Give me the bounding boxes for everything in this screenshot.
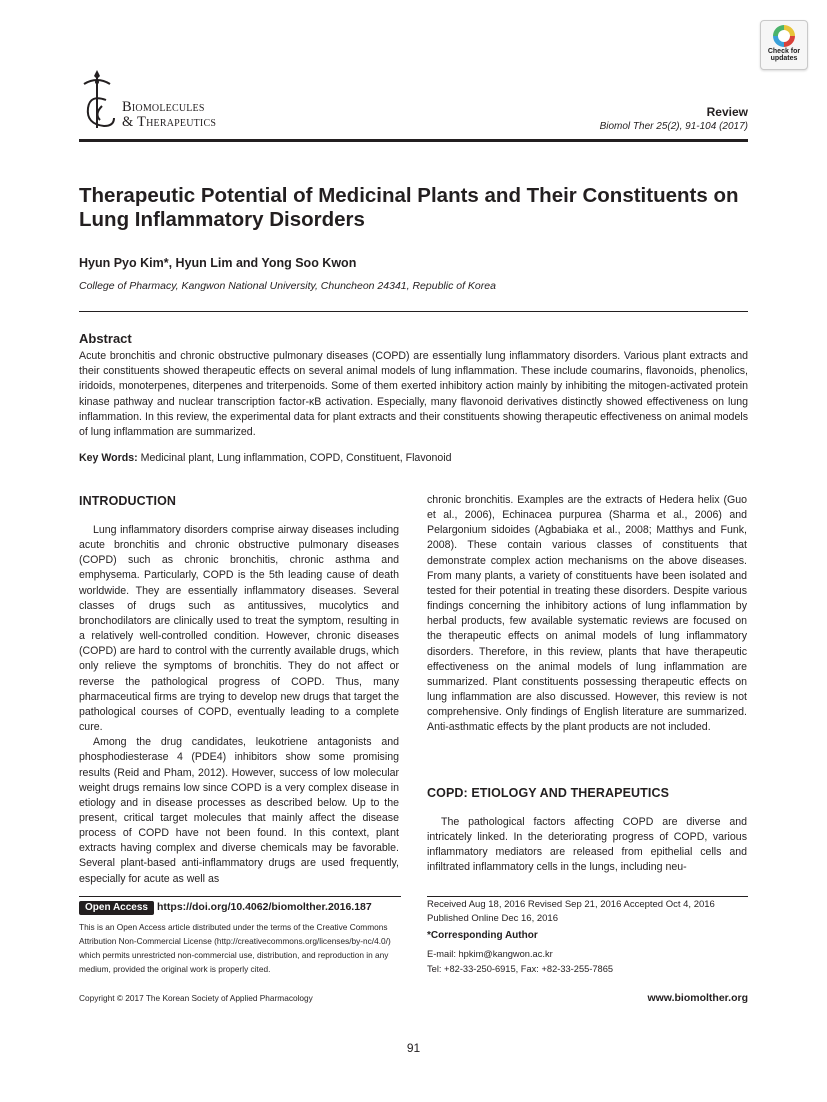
section-heading-copd: COPD: ETIOLOGY AND THERAPEUTICS [427, 786, 670, 800]
website-link[interactable]: www.biomolther.org [647, 992, 748, 1004]
left-column [79, 523, 399, 887]
journal-name [122, 100, 216, 130]
abstract-text: Acute bronchitis and chronic obstructive pulmonary diseases (COPD) are essentially lung inflammatory disorders. Various plant extracts and their constituents showed therapeutic effects on several animal models of lung inflammation. These include coumarins, flavonoids, phenolics, iridoids, monoterpenes, diterpenes and triterpenoids. Some of them exerted inhibitory action mainly by inhibiting the mitogen-activated protein kinase pathway and nuclear transcription factor-κB activation. Especially, many flavonoid derivatives distinctly showed effectiveness on lung inflammation. In this review, the experimental data for plant extracts and their constituents showing therapeutic effectiveness on animal models of lung inflammation are summarized. [79, 350, 748, 439]
citation: Biomol Ther 25(2), 91-104 (2017) [599, 121, 748, 132]
right-column-continued [427, 815, 747, 876]
footer-divider-left [79, 896, 401, 897]
article-type: Review [706, 105, 748, 119]
check-for-updates-button[interactable] [760, 20, 808, 70]
phone-fax: Tel: +82-33-250-6915, Fax: +82-33-255-7865 [427, 964, 614, 974]
check-updates-line1: Check for [767, 48, 801, 55]
journal-name-line2: & Therapeutics [122, 114, 217, 130]
corresponding-author-label: *Corresponding Author [427, 930, 538, 941]
right-column [427, 493, 747, 736]
open-access-badge: Open Access [79, 901, 154, 915]
received-dates: Received Aug 18, 2016 Revised Sep 21, 2016 Accepted Oct 4, 2016 [427, 899, 715, 910]
email-link[interactable]: E-mail: hpkim@kangwon.ac.kr [427, 949, 553, 959]
section-heading-introduction: INTRODUCTION [79, 494, 177, 508]
title-divider [79, 311, 748, 312]
license-text: This is an Open Access article distributed under the terms of the Creative Commons Attribution Non-Commercial License (http://creativecommons.org/licenses/by-nc/4.0/) which permits unrestricted non-commercial use, distribution, and reproduction in any medium, provided the original work is properly cited. [79, 922, 391, 974]
keywords-list: Medicinal plant, Lung inflammation, COPD, Constituent, Flavonoid [140, 452, 452, 464]
doi-link[interactable]: https://doi.org/10.4062/biomolther.2016.187 [157, 901, 372, 913]
paragraph: chronic bronchitis. Examples are the extracts of Hedera helix (Guo et al., 2006), Echinacea purpurea (Sharma et al., 2006) and Pelargonium sidoides (Agbabiaka et al., 2008; Matthys and Funk, 2008). These contain various classes of constituents that demonstrate complex action mechanisms on the above diseases. From many plants, a variety of constituents have been isolated and tested for their potential in treating these disorders. Despite various findings concerning the inhibitory actions of lung inflammation by herbal products, few available systematic reviews are focused on the therapeutic effects on animal models of lung inflammatory disorders. Therefore, in this review, plants that have therapeutic effectiveness on the animal models of lung inflammation are summarized. Plant constituents possessing therapeutic effects on lung inflammation are also discussed. However, this review is not comprehensive. Only findings of English literature are summarized. Anti-asthmatic effects by the plant products are not included. [427, 494, 747, 734]
check-updates-icon [773, 25, 795, 47]
journal-logo-icon [76, 70, 118, 132]
copyright: Copyright © 2017 The Korean Society of Applied Pharmacology [79, 993, 313, 1003]
footer-divider-right [427, 896, 748, 897]
corresponding-contact [427, 947, 613, 977]
keywords-label: Key Words: [79, 452, 138, 464]
keywords [79, 452, 452, 464]
abstract-heading: Abstract [79, 331, 132, 346]
authors: Hyun Pyo Kim*, Hyun Lim and Yong Soo Kwon [79, 256, 357, 270]
published-date: Published Online Dec 16, 2016 [427, 913, 558, 924]
header-divider [79, 139, 748, 142]
affiliation: College of Pharmacy, Kangwon National University, Chuncheon 24341, Republic of Korea [79, 280, 496, 292]
journal-name-line1: Biomolecules [122, 99, 205, 115]
publication-dates [427, 898, 715, 926]
article-title: Therapeutic Potential of Medicinal Plants and Their Constituents on Lung Inflammatory Disorders [79, 184, 739, 231]
paragraph: Lung inflammatory disorders comprise airway diseases including acute bronchitis and chronic obstructive pulmonary diseases (COPD) such as chronic bronchitis, chronic asthma and emphysema. Particularly, COPD is the 5th leading cause of death worldwide. They are essentially inflammatory diseases. Several classes of drugs such as antitussives, mucolytics and bronchodilators are clinically used to treat the symptom, resulting in a relatively well-controlled condition. However, chronic diseases (COPD) are hard to control with the currently available drugs, which only relieve the symptoms of bronchitis. They do not affect or reverse the pathological progress of COPD. Thus, many pharmaceutical firms are trying to develop new drugs that target the pathological courses of COPD, eventually leading to a complete cure. [79, 524, 399, 734]
paragraph: Among the drug candidates, leukotriene antagonists and phosphodiesterase 4 (PDE4) inhibitors show some promising results (Reid and Pham, 2012). However, success of low molecular weight drugs remains low since COPD is a very complex disease in etiology and in disease processes as described below. Up to the present, critical target molecules that mainly affect the disease process of COPD have not been found. In this context, plant extracts having complex and diverse chemicals may be favorable. Several plant-based anti-inflammatory drugs are used frequently, especially for acute as well as [79, 736, 399, 885]
paragraph: The pathological factors affecting COPD are diverse and intricately linked. In the deteriorating progress of COPD, various inflammatory mediators are released from epithelial cells and infiltrated inflammatory cells in the lungs, including neu- [427, 816, 747, 874]
check-updates-line2: updates [770, 55, 798, 62]
page-number: 91 [406, 1041, 421, 1055]
